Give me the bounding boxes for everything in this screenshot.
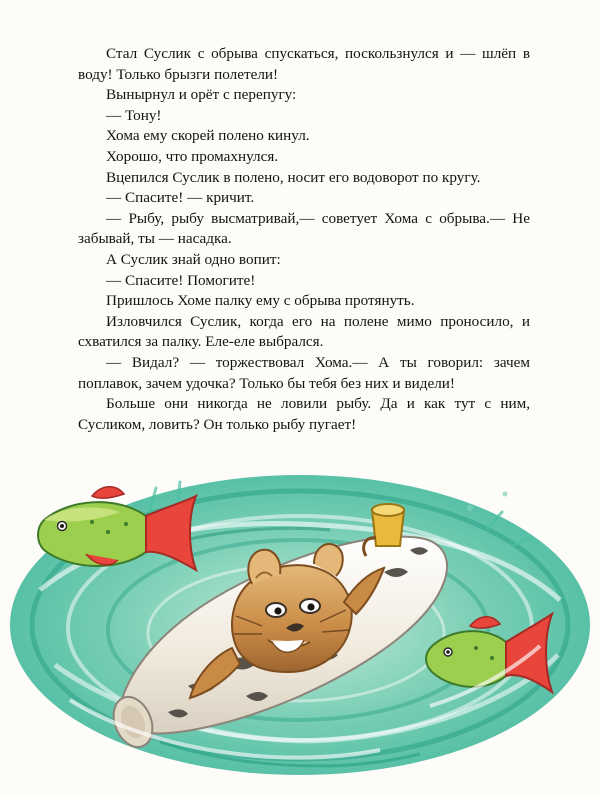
paragraph: Хорошо, что промахнулся.	[106, 147, 279, 165]
story-text	[78, 44, 530, 435]
paragraph: Стал Суслик с обрыва спускаться, поскользнулся и — шлёп в воду! Только брызги полетели!	[78, 45, 530, 83]
paragraph: Вынырнул и орёт с перепугу:	[106, 86, 297, 104]
paragraph: Вцепился Суслик в полено, носит его водоворот по кругу.	[106, 168, 481, 186]
paragraph: Хома ему скорей полено кинул.	[106, 127, 310, 145]
paragraph: Пришлось Хоме палку ему с обрыва протянуть.	[106, 292, 415, 310]
paragraph: Изловчился Суслик, когда его на полене мимо проносило, и схватился за палку. Еле-еле выбрался.	[78, 312, 530, 351]
paragraph: — Рыбу, рыбу высматривай,— советует Хома с обрыва.— Не забывай, ты — насадка.	[78, 209, 530, 248]
paragraph: — Видал? — торжествовал Хома.— А ты говорил: зачем поплавок, зачем удочка? Только бы тебя без них и видели!	[78, 353, 530, 392]
paragraph: А Суслик знай одно вопит:	[106, 250, 281, 268]
paragraph: — Спасите! — кричит.	[106, 189, 255, 207]
paragraph: Больше они никогда не ловили рыбу. Да и как тут с ним, Сусликом, ловить? Он только рыбу пугает!	[78, 395, 530, 433]
paragraph: — Тону!	[106, 106, 162, 124]
illustration	[0, 450, 600, 797]
paragraph: — Спасите! Помогите!	[106, 271, 256, 289]
